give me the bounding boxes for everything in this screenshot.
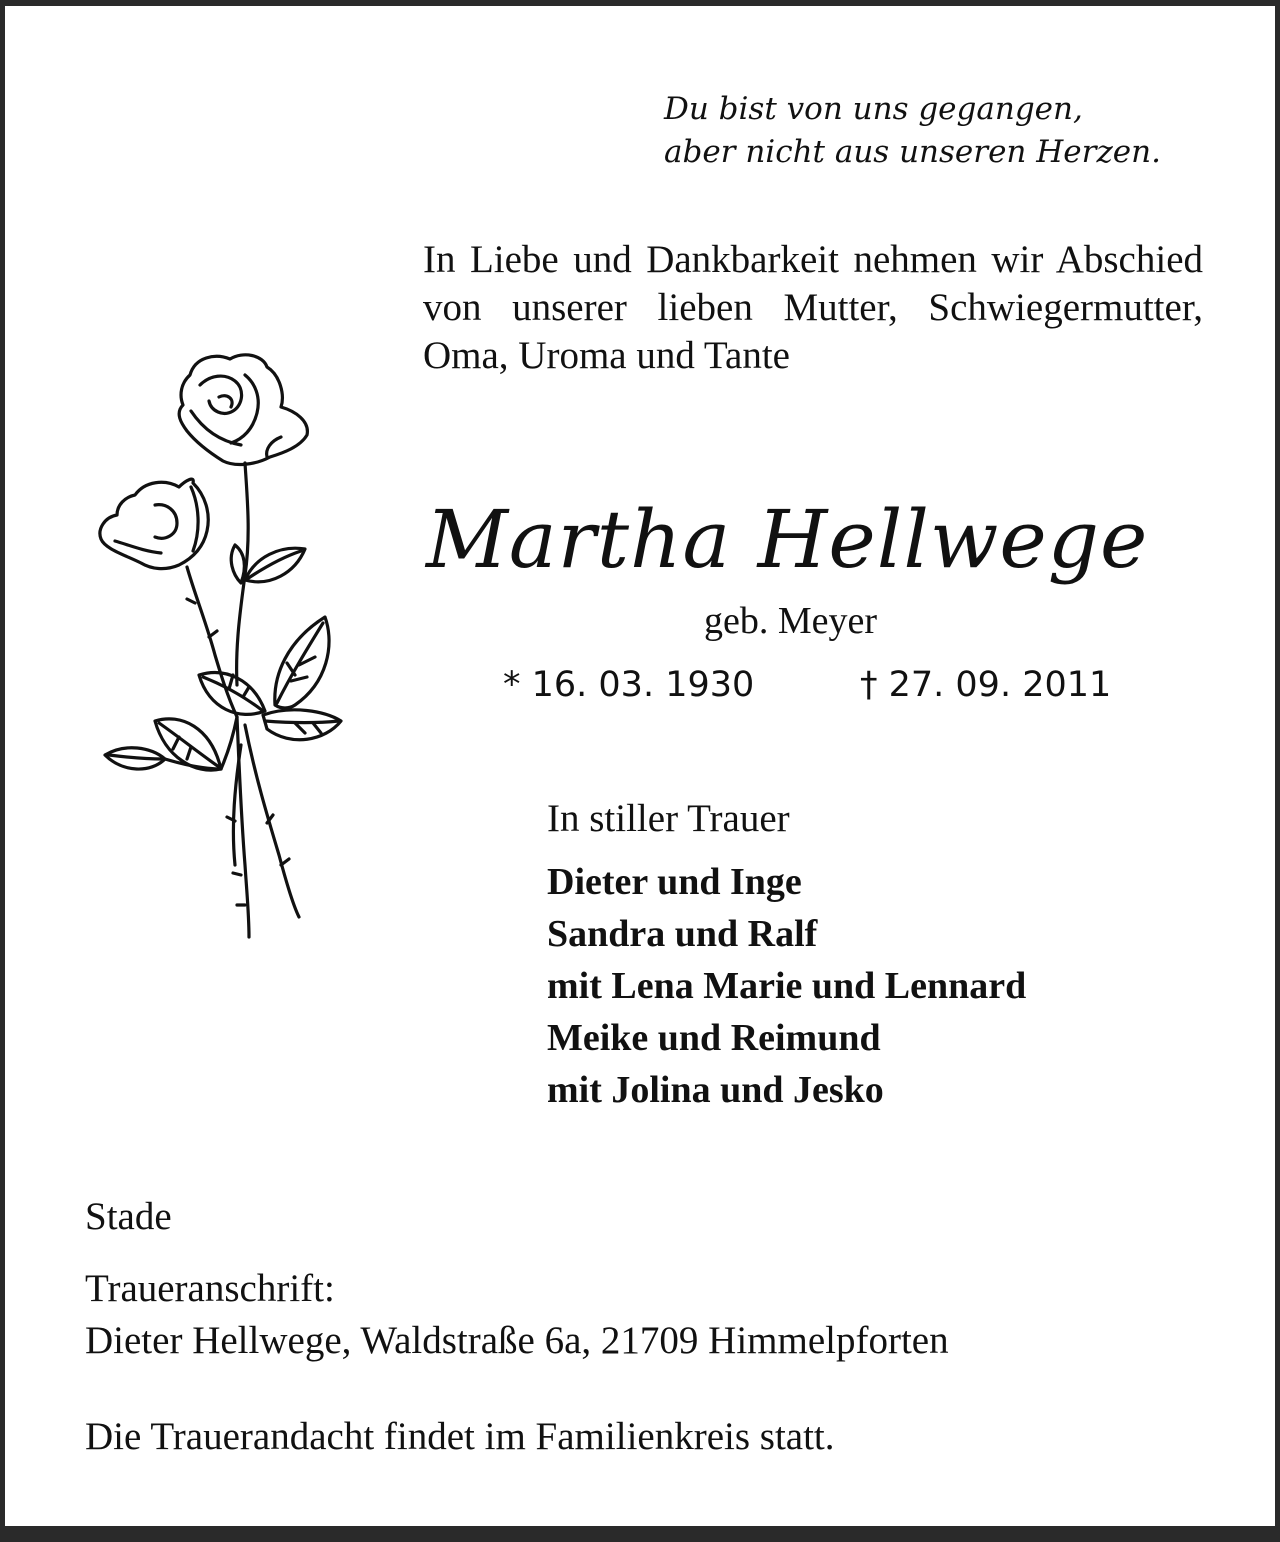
mourning-heading: In stiller Trauer xyxy=(547,797,790,840)
motto-line-2: aber nicht aus unseren Herzen. xyxy=(664,134,1161,170)
deceased-name: Martha Hellwege xyxy=(426,493,1149,586)
death-date: † 27. 09. 2011 xyxy=(860,665,1112,705)
rose-drawing-icon xyxy=(95,345,355,945)
intro-text: In Liebe und Dankbarkeit nehmen wir Abschied von unserer lieben Mutter, Schwiegermutter, Oma, Uroma und Tante xyxy=(423,238,1203,377)
family-member: Sandra und Ralf xyxy=(547,913,818,955)
family-member: Dieter und Inge xyxy=(547,861,802,903)
city-name: Stade xyxy=(85,1195,172,1238)
family-list xyxy=(547,856,1026,1116)
family-member: mit Jolina und Jesko xyxy=(547,1069,884,1111)
birth-date: * 16. 03. 1930 xyxy=(503,665,755,705)
address-value: Dieter Hellwege, Waldstraße 6a, 21709 Himmelpforten xyxy=(85,1319,949,1362)
motto-verse xyxy=(664,88,1161,174)
motto-line-1: Du bist von uns gegangen, xyxy=(664,91,1083,127)
family-member: mit Lena Marie und Lennard xyxy=(547,965,1027,1007)
service-note: Die Trauerandacht findet im Familienkreis statt. xyxy=(85,1415,835,1458)
family-member: Meike und Reimund xyxy=(547,1017,881,1059)
address-label: Traueranschrift: xyxy=(85,1267,335,1310)
maiden-name: geb. Meyer xyxy=(704,600,878,642)
